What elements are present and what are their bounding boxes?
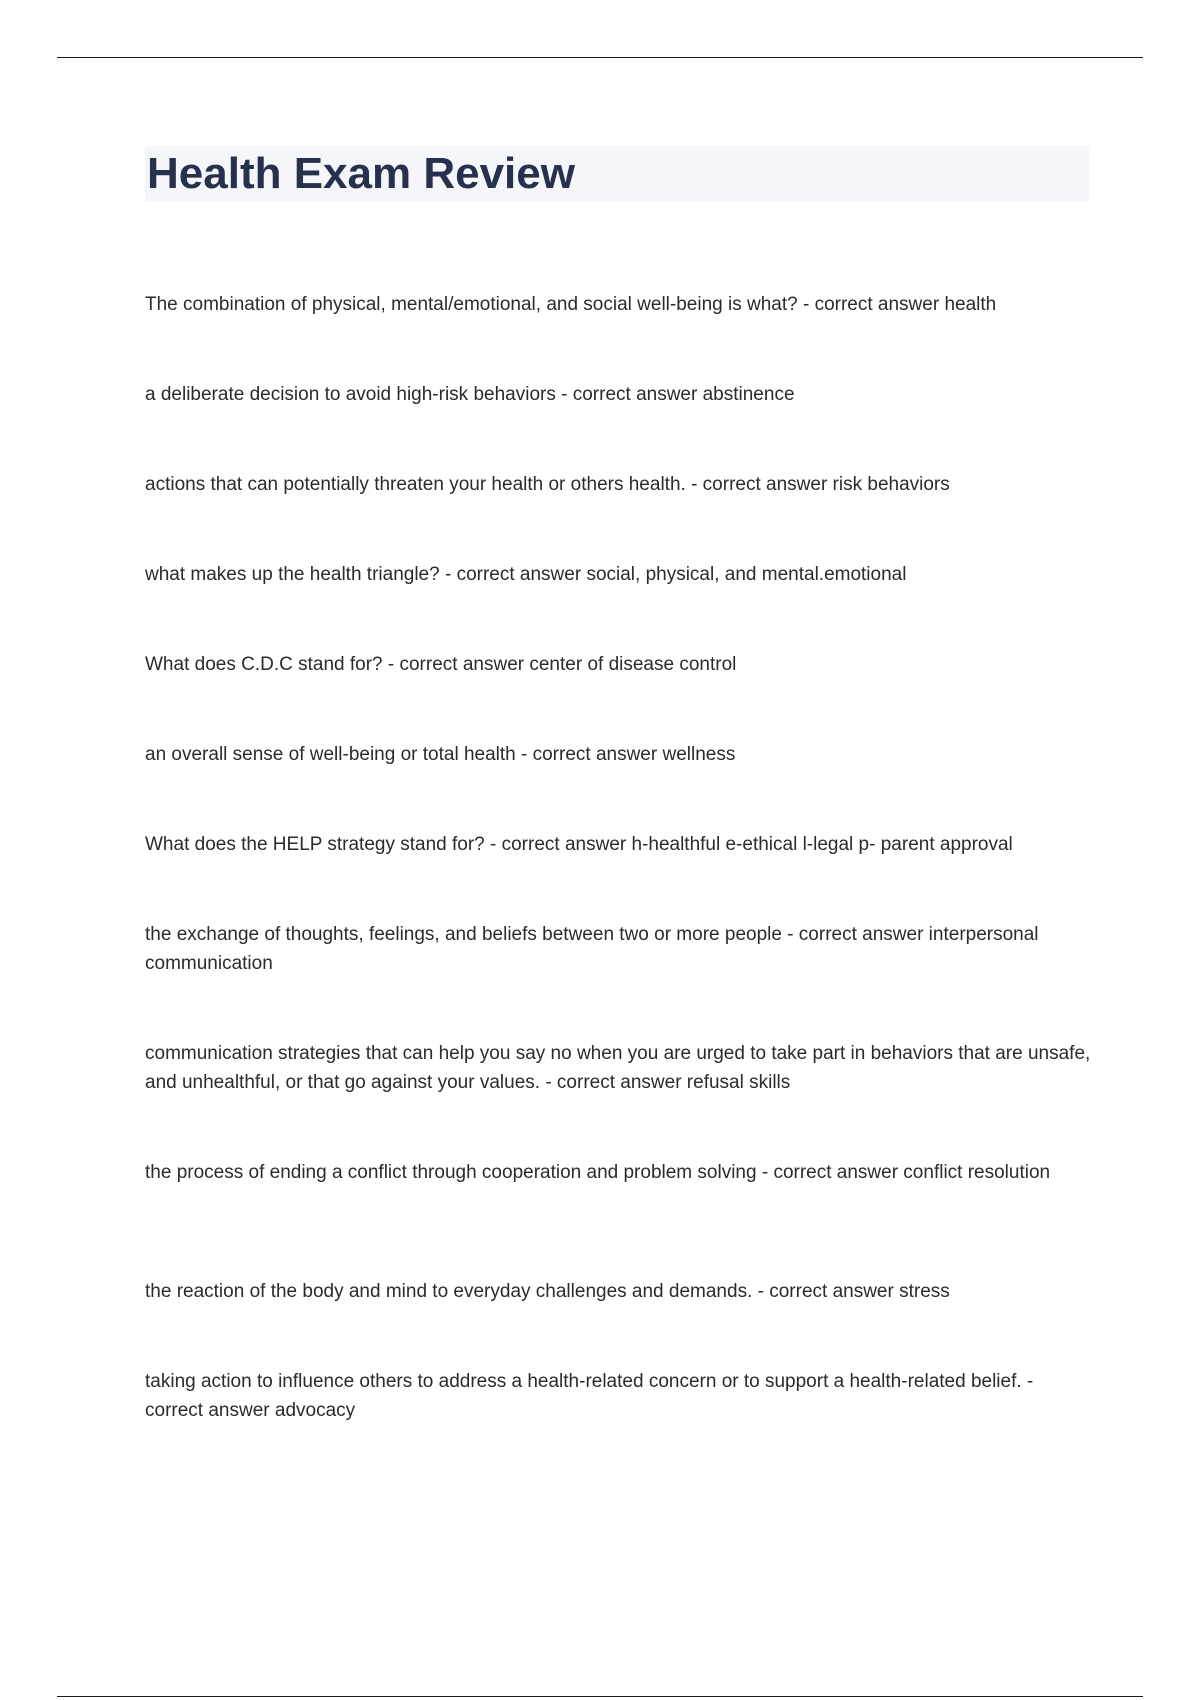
- qa-list: [145, 290, 1095, 1486]
- qa-item: The combination of physical, mental/emotional, and social well-being is what? - correct answer health: [145, 294, 997, 315]
- qa-item: a deliberate decision to avoid high-risk behaviors - correct answer abstinence: [145, 384, 795, 405]
- qa-item: What does the HELP strategy stand for? - correct answer h-healthful e-ethical l-legal p- parent approval: [145, 834, 1013, 855]
- qa-item: the exchange of thoughts, feelings, and beliefs between two or more people - correct answer interpersonal communication: [145, 924, 1039, 974]
- qa-item: what makes up the health triangle? - correct answer social, physical, and mental.emotional: [145, 564, 907, 585]
- qa-item: What does C.D.C stand for? - correct answer center of disease control: [145, 654, 737, 675]
- qa-item: communication strategies that can help you say no when you are urged to take part in behaviors that are unsafe, and unhealthful, or that go against your values. - correct answer refusal skills: [145, 1043, 1091, 1093]
- qa-item: actions that can potentially threaten your health or others health. - correct answer risk behaviors: [145, 474, 950, 495]
- qa-item: taking action to influence others to address a health-related concern or to support a health-related belief. - correct answer advocacy: [145, 1371, 1034, 1421]
- top-divider: [57, 57, 1143, 58]
- qa-item: the process of ending a conflict through cooperation and problem solving - correct answer conflict resolution: [145, 1162, 1051, 1183]
- qa-item: the reaction of the body and mind to everyday challenges and demands. - correct answer stress: [145, 1281, 950, 1302]
- title-banner: [145, 146, 1089, 202]
- bottom-divider: [57, 1696, 1143, 1697]
- qa-item: an overall sense of well-being or total health - correct answer wellness: [145, 744, 736, 765]
- page-title: Health Exam Review: [147, 149, 575, 198]
